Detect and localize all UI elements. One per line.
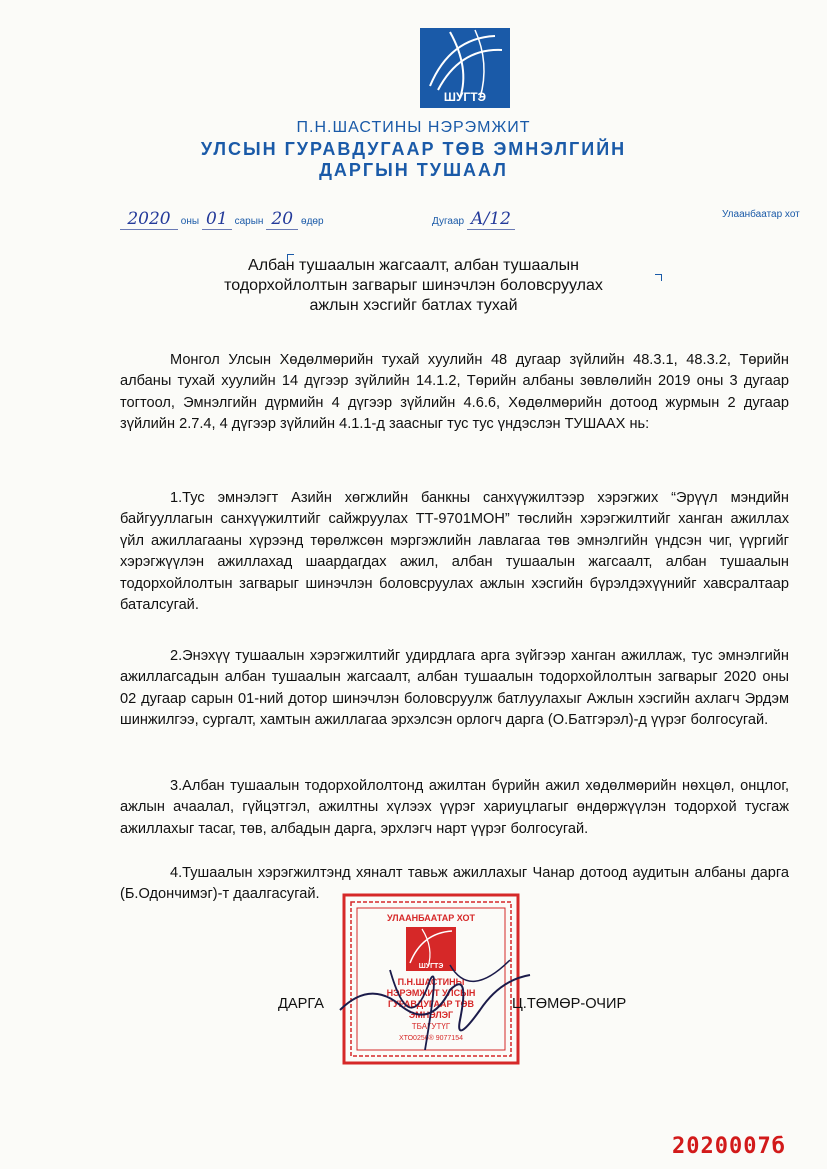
clause-1: 1.Тус эмнэлэгт Азийн хөгжлийн банкны санхүүжилтээр хэрэгжих “Эрүүл мэндийн байгууллагын санхүүжилтийг сайжруулах ТТ-9701МОН” төслийн хэрэгжилтийг ханган ажиллах үйл ажиллагааны хүрээнд төрөлжсөн мэргэжлийн лавлагаа төв эмнэлгийн үндсэн чиг, үүргийг хэрэгжүүлэн ажиллахад шаардагдах ажил, албан тушаалын жагсаалт, албан тушаалын тодорхойлолтын загварыг шинэчлэн боловсруулах ажлын хэсгийн бүрэлдэхүүнийг хавсралтаар баталсугай. [120,490,789,614]
logo-text: ШУГТЭ [443,90,487,104]
title-line2: тодорхойлолтын загварыг шинэчлэн боловсруулах [224,277,603,294]
order-number-block [432,209,515,230]
date-block [120,209,324,230]
stamp-line5: ТБАГУТҮГ [411,1022,451,1031]
header-line2: УЛСЫН ГУРАВДУГААР ТӨВ ЭМНЭЛГИЙН [200,139,627,159]
document-title [0,256,827,316]
stamp-line4: ЭМНЭЛЭГ [408,1010,454,1020]
stamp-line2: НЭРЭМЖИТ УЛСЫН [386,988,476,998]
title-line1: Албан тушаалын жагсаалт, албан тушаалын [248,257,579,274]
signatory-name: Ц.ТӨМӨР-ОЧИР [512,996,627,1012]
stamp-line3: ГУРАВДУГААР ТӨВ [388,999,474,1009]
clause-4: 4.Тушаалын хэрэгжилтэнд хяналт тавьж ажиллахыг Чанар дотоод аудитын албаны дарга (Б.Одончимэг)-т даалгасугай. [120,865,789,903]
date-month-suffix: сарын [234,216,264,227]
serial-number: 2020007б [672,1134,786,1159]
stamp-logo-text: ШУГТЭ [418,963,444,970]
date-day: 20 [266,209,298,230]
preamble-paragraph: Монгол Улсын Хөдөлмөрийн тухай хуулийн 48 дугаар зүйлийн 48.3.1, 48.3.2, Төрийн албаны тухай хуулийн 14 дүгээр зүйлийн 14.1.2, Төрийн албаны зөвлөлийн 2019 оны 3 дугаар тогтоол, Эмнэлгийн дүрмийн 4 дүгээр зүйлийн 4.6.6, Хөдөлмөрийн дотоод журмын 2 дугаар зүйлийн 2.7.4, 4 дүгээр зүйлийн 4.1.1-д заасныг тус тус үндэслэн ТУШААХ нь: [120,352,789,433]
date-year: 2020 [120,209,178,230]
header-line1: П.Н.ШАСТИНЫ НЭРЭМЖИТ [296,119,531,136]
stamp-line6: ХТО0256® 9077154 [398,1035,464,1042]
date-month: 01 [202,209,232,230]
date-year-suffix: оны [180,216,200,227]
handwritten-signature [330,950,550,1060]
city-label: Улаанбаатар хот [722,209,800,220]
hospital-logo [420,28,510,108]
order-number-label: Дугаар [432,216,465,227]
clause-3: 3.Албан тушаалын тодорхойлолтонд ажилтан бүрийн ажил хөдөлмөрийн нөхцөл, онцлог, ажлын ачаалал, гүйцэтгэл, ажилтны хүлээх үүрэг хариуцлагыг өндөржүүлэн тодорхой тусгаж ажиллахыг тасаг, төв, албадын дарга, эрхлэгч нарт үүрэг болгосугай. [120,778,789,837]
clause-2: 2.Энэхүү тушаалын хэрэгжилтийг удирдлага арга зүйгээр ханган ажиллаж, тус эмнэлгийн ажиллагсадын албан тушаалын жагсаалт, албан тушаалын тодорхойлолтын загварыг 2020 оны 02 дугаар сарын 01-ний дотор шинэчлэн боловсруулж батлуулахыг Ажлын хэсгийн ахлагч Эрдэм шинжилгээ, сургалт, хамтын ажиллагаа эрхэлсэн орлогч дарга (О.Батгэрэл)-д үүрэг болгосугай. [120,648,789,729]
stamp-line1: П.Н.ШАСТИНЫ [397,977,465,987]
order-number: А/12 [467,209,515,230]
header-line3: ДАРГЫН ТУШААЛ [319,160,508,180]
stamp-top: УЛААНБААТАР ХОТ [387,913,475,923]
title-line3: ажлын хэсгийг батлах тухай [309,297,518,314]
signatory-title: ДАРГА [278,996,325,1012]
date-day-suffix: өдөр [301,216,324,227]
